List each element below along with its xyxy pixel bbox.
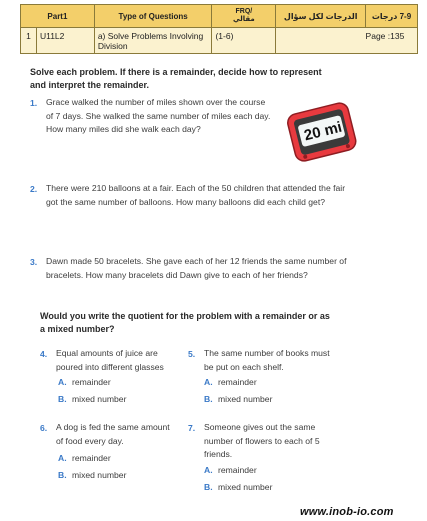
header-question-type: Type of Questions [94, 5, 212, 28]
choice-7-option-a-text: remainder [218, 465, 257, 475]
choice-6-number: 6. [40, 423, 48, 433]
header-grades-total: 7-9 درجات [366, 5, 418, 28]
choice-5-option-b[interactable] [204, 394, 272, 404]
choice-4-option-b-text: mixed number [72, 394, 127, 404]
lesson-number: 1 [21, 28, 37, 54]
odometer-illustration [286, 98, 358, 168]
lesson-title: a) Solve Problems Involving Division [94, 28, 212, 54]
lesson-header-table [20, 4, 418, 54]
problem-3-text: Dawn made 50 bracelets. She gave each of her 12 friends the same number of bracelets. How many bracelets did Dawn give to each of her friends? [46, 256, 347, 280]
choice-5-option-a-text: remainder [218, 377, 257, 387]
header-row-top [21, 5, 418, 28]
choice-4-option-a[interactable] [58, 377, 111, 387]
option-letter-a: A. [204, 465, 213, 475]
choice-6-option-b[interactable] [58, 470, 126, 480]
choice-6-option-b-text: mixed number [72, 470, 127, 480]
problem-2-text: There were 210 balloons at a fair. Each of the 50 children that attended the fair got the same number of balloons. How many balloons did each child get? [46, 183, 346, 207]
option-letter-b: B. [204, 394, 213, 404]
option-letter-b: B. [58, 394, 67, 404]
intro-instruction: Solve each problem. If there is a remainder, decide how to represent and interpret the remainder. [30, 67, 322, 90]
lesson-code: U11L2 [36, 28, 94, 54]
problem-2-number: 2. [30, 184, 38, 194]
choice-7-option-a[interactable] [204, 465, 257, 475]
lesson-range: (1-6) [212, 28, 276, 54]
choice-7-option-b[interactable] [204, 482, 272, 492]
option-letter-a: A. [58, 377, 67, 387]
choice-5-option-a[interactable] [204, 377, 257, 387]
choice-6-option-a[interactable] [58, 453, 111, 463]
choice-4-text: Equal amounts of juice are poured into different glasses [56, 348, 164, 372]
option-letter-b: B. [58, 470, 67, 480]
footer-website-link[interactable]: www.inob-io.com [300, 506, 394, 518]
choice-4-option-a-text: remainder [72, 377, 111, 387]
option-letter-a: A. [58, 453, 67, 463]
choice-5-text: The same number of books must be put on each shelf. [204, 348, 330, 372]
choice-4-number: 4. [40, 349, 48, 359]
header-frq-line1: FRQ/ [235, 8, 253, 15]
quotient-question: Would you write the quotient for the problem with a remainder or as a mixed number? [40, 311, 330, 334]
header-grade-each: الدرجات لكل سؤال [276, 5, 366, 28]
choice-5-option-b-text: mixed number [218, 394, 273, 404]
choice-4-option-b[interactable] [58, 394, 126, 404]
choice-7-text: Someone gives out the same number of flowers to each of 5 friends. [204, 422, 320, 459]
lesson-empty-cell [276, 28, 366, 54]
odometer-reading: 20 mi [302, 118, 344, 145]
problem-3-number: 3. [30, 257, 38, 267]
header-frq [212, 5, 276, 28]
choice-7-number: 7. [188, 423, 196, 433]
choice-5-number: 5. [188, 349, 196, 359]
header-frq-line2: مقالي [233, 16, 255, 23]
option-letter-a: A. [204, 377, 213, 387]
choice-7-option-b-text: mixed number [218, 482, 273, 492]
problem-1-number: 1. [30, 98, 38, 108]
lesson-page: Page :135 [366, 28, 418, 54]
header-part: Part1 [21, 5, 95, 28]
choice-6-text: A dog is fed the same amount of food every day. [56, 422, 170, 446]
problem-1-text: Grace walked the number of miles shown over the course of 7 days. She walked the same number of miles each day. How many miles did she walk each day? [46, 97, 271, 134]
option-letter-b: B. [204, 482, 213, 492]
header-row-lesson [21, 28, 418, 54]
choice-6-option-a-text: remainder [72, 453, 111, 463]
